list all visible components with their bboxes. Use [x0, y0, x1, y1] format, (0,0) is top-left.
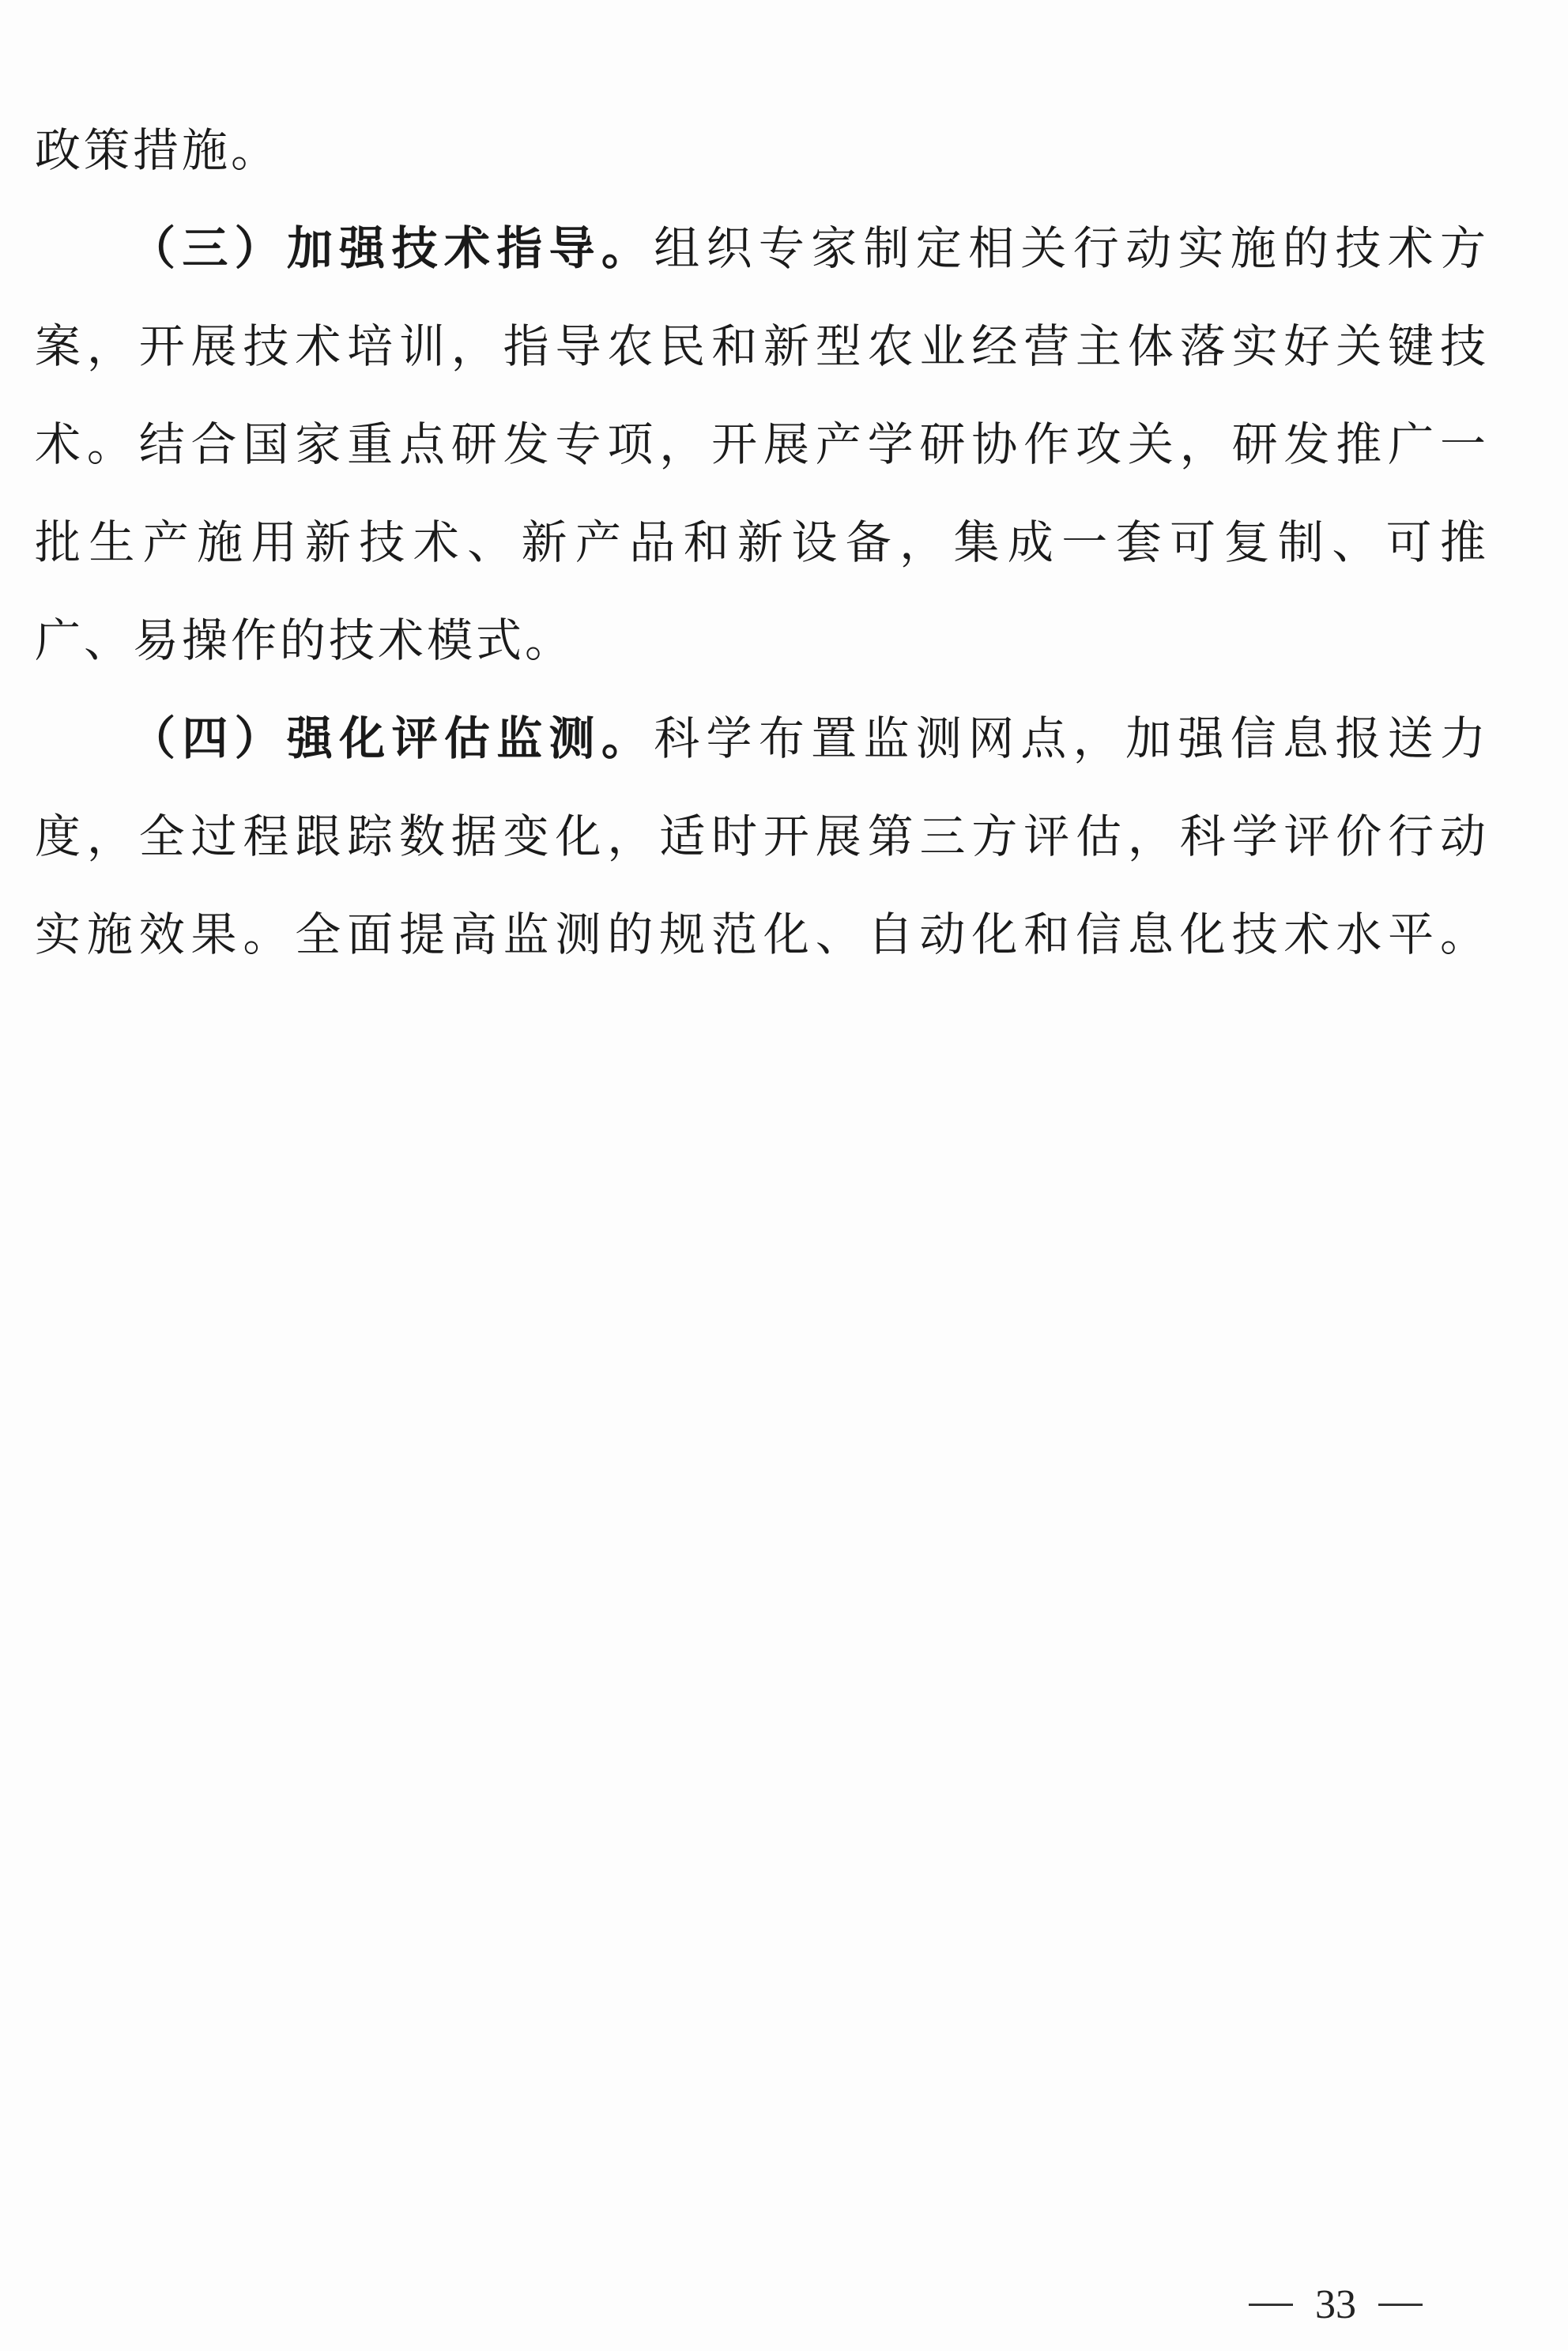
line-text: 广、易操作的技术模式。 [35, 613, 575, 667]
line-text: 度，全过程跟踪数据变化，适时开展第三方评估，科学评价行动 [35, 809, 1489, 863]
line-text: 组织专家制定相关行动实施的技术方 [654, 221, 1489, 275]
paragraph-line [35, 885, 1489, 983]
line-text: 实施效果。全面提高监测的规范化、自动化和信息化技术水平。 [35, 908, 1489, 961]
paragraph-line [35, 297, 1489, 395]
line-text: 政策措施。 [35, 123, 281, 177]
document-body [35, 101, 1489, 983]
paragraph-line [35, 787, 1489, 885]
page-number: 33 [1315, 2281, 1356, 2327]
paragraph-line [35, 493, 1489, 591]
line-text: 科学布置监测网点，加强信息报送力 [654, 711, 1489, 765]
dash-left-icon [1249, 2304, 1293, 2306]
line-text: 案，开展技术培训，指导农民和新型农业经营主体落实好关键技 [35, 319, 1489, 373]
line-text: 术。结合国家重点研发专项，开展产学研协作攻关，研发推广一 [35, 417, 1489, 471]
section-heading-4: （四）强化评估监测。 [130, 711, 654, 765]
page-footer [1233, 2277, 1438, 2332]
paragraph-line [35, 689, 1489, 787]
paragraph-line [35, 591, 1489, 689]
line-text: 批生产施用新技术、新产品和新设备，集成一套可复制、可推 [35, 515, 1489, 569]
section-heading-3: （三）加强技术指导。 [130, 221, 654, 275]
dash-right-icon [1378, 2304, 1423, 2306]
paragraph-line [35, 101, 1489, 199]
paragraph-line [35, 199, 1489, 297]
paragraph-line [35, 395, 1489, 493]
